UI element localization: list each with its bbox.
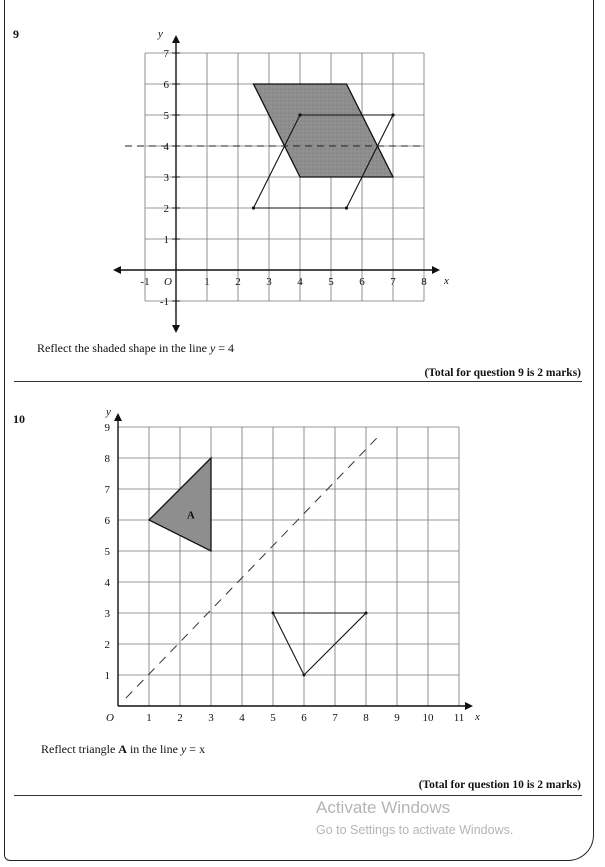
instruction-text-mid: in the line xyxy=(126,742,181,756)
x-tick-label: 4 xyxy=(239,712,245,724)
x-tick-label: 11 xyxy=(453,712,465,724)
mirror-line-y-equals-x xyxy=(126,433,382,698)
x-tick-label: 2 xyxy=(177,712,183,724)
origin-label: O xyxy=(164,276,172,288)
y-axis-label: y xyxy=(158,28,163,40)
question-10-instruction xyxy=(41,742,205,757)
y-tick-label: 2 xyxy=(104,639,110,651)
question-10-total: (Total for question 10 is 2 marks) xyxy=(418,779,581,791)
y-tick-label: 7 xyxy=(104,484,110,496)
y-tick-label: 5 xyxy=(163,110,169,122)
y-tick-label: 8 xyxy=(104,453,110,465)
windows-activation-subtitle: Go to Settings to activate Windows. xyxy=(316,823,514,837)
x-axis-label: x xyxy=(444,275,449,287)
y-tick-label: 2 xyxy=(163,203,169,215)
x-tick-label: 5 xyxy=(270,712,276,724)
vertex-dot xyxy=(365,612,368,615)
question-10-divider xyxy=(14,795,582,796)
y-axis-arrow xyxy=(114,413,122,421)
x-tick-label: 8 xyxy=(421,276,427,288)
x-tick-label: 2 xyxy=(235,276,241,288)
triangle-a-label: A xyxy=(186,509,195,522)
x-tick-label: 8 xyxy=(363,712,369,724)
question-10-number: 10 xyxy=(13,412,25,426)
x-tick-label: 6 xyxy=(301,712,307,724)
windows-activation-title: Activate Windows xyxy=(316,798,451,817)
x-tick-label: -1 xyxy=(140,276,150,288)
instruction-text: Reflect the shaded shape in the line xyxy=(37,341,210,355)
x-axis-label: x xyxy=(475,711,480,723)
y-tick-label: 1 xyxy=(104,670,110,682)
x-tick-label: 1 xyxy=(204,276,210,288)
instruction-shape-label: A xyxy=(118,742,127,756)
x-axis-arrow xyxy=(465,702,473,710)
x-tick-label: 3 xyxy=(266,276,272,288)
question-9-total: (Total for question 9 is 2 marks) xyxy=(424,367,581,379)
x-tick-label: 3 xyxy=(208,712,214,724)
x-tick-label: 10 xyxy=(422,712,434,724)
x-tick-label: 5 xyxy=(328,276,334,288)
instruction-variable: y xyxy=(180,742,187,756)
y-tick-label: 3 xyxy=(163,172,169,184)
vertex-dot xyxy=(303,674,306,677)
vertex-dot xyxy=(272,612,275,615)
y-tick-label: -1 xyxy=(159,296,169,308)
instruction-equation: = 4 xyxy=(215,341,235,355)
origin-label: O xyxy=(106,712,114,724)
instruction-variable: y xyxy=(209,341,216,355)
instruction-text: Reflect triangle xyxy=(41,742,119,756)
y-tick-label: 9 xyxy=(104,422,110,434)
x-tick-label: 6 xyxy=(359,276,365,288)
x-tick-label: 7 xyxy=(332,712,338,724)
x-tick-label: 7 xyxy=(390,276,396,288)
y-tick-label: 4 xyxy=(163,141,169,153)
question-9-number: 9 xyxy=(13,27,19,41)
y-tick-label: 1 xyxy=(163,234,169,246)
y-tick-label: 5 xyxy=(104,546,110,558)
instruction-equation: = x xyxy=(186,742,206,756)
y-tick-label: 6 xyxy=(104,515,110,527)
x-tick-label: 4 xyxy=(297,276,303,288)
x-tick-label: 9 xyxy=(394,712,400,724)
y-axis-label: y xyxy=(106,406,111,418)
y-tick-label: 7 xyxy=(163,48,169,60)
x-tick-label: 1 xyxy=(146,712,152,724)
y-tick-label: 4 xyxy=(104,577,110,589)
y-tick-label: 3 xyxy=(104,608,110,620)
y-tick-label: 6 xyxy=(163,79,169,91)
